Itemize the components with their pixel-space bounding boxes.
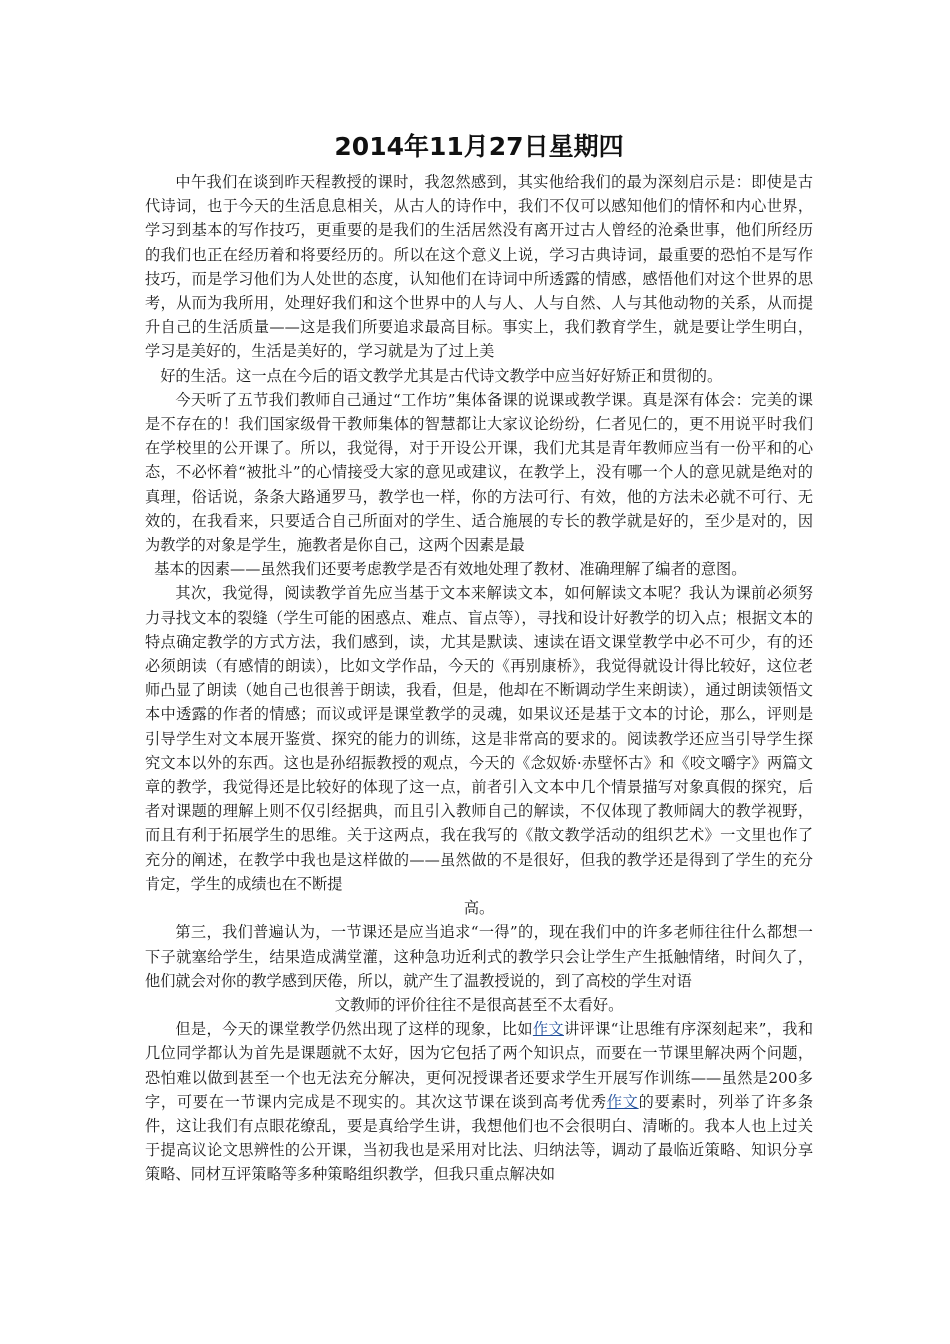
paragraph-3-body: 其次，我觉得，阅读教学首先应当基于文本来解读文本，如何解读文本呢？我认为课前必须努力寻找文本的裂缝（学生可能的困惑点、难点、盲点等），寻找和设计好教学的切入点；根据文本的特点确定教学的方式方法，我们感到，读，尤其是默读、速读在语文课堂教学中必不可少，有的还必须朗读（有感情的朗读），比如文学作品，今天的《再别康桥》，我觉得就设计得比较好，这位老师凸显了朗读（她自己也很善于朗读，我看，但是，他却在不断调动学生来朗读），通过朗读领悟文本中透露的作者的情感；而议或评是课堂教学的灵魂，如果议还是基于文本的讨论，那么，评则是引导学生对文本展开鉴赏、探究的能力的训练，这是非常高的要求的。阅读教学还应当引导学生探究文本以外的东西。这也是孙绍振教授的观点，今天的《念奴娇·赤壁怀古》和《咬文嚼字》两篇文章的教学，我觉得还是比较好的体现了这一点，前者引入文本中几个情景描写对象真假的探究，后者对课题的理解上则不仅引经据典，而且引入教师自己的解读，不仅体现了教师阔大的教学视野，而且有利于拓展学生的思维。关于这两点，我在我写的《散文教学活动的组织艺术》一文里也作了充分的阐述，在教学中我也是这样做的——虽然做的不是很好，但我的教学还是得到了学生的充分肯定，学生的成绩也在不断提 [145,584,813,893]
paragraph-4 [145,920,813,1017]
paragraph-5-part-1: 但是，今天的课堂教学仍然出现了这样的现象，比如 [175,1020,533,1039]
paragraph-2 [145,388,813,582]
paragraph-1-last-line: 好的生活。这一点在今后的语文教学尤其是古代诗文教学中应当好好矫正和贯彻的。 [160,366,723,385]
essay-link-2[interactable]: 作文 [606,1092,639,1111]
paragraph-5-part-2: 讲评课“让思维有序深刻起来”，我和几位同学都认为首先是课题就不太好，因为它包括了两个知识点，而要在一节课里解决两个问题，恐怕难以做到甚至一个也无法充分解决，更何况授课者还要求学生开展写作训练——虽然是200多字，可要在一节课内完成是不现实的。其次这节课在谈到高考优秀 [145,1020,814,1111]
paragraph-1-body: 中午我们在谈到昨天程教授的课时，我忽然感到，其实他给我们的最为深刻启示是：即使是古代诗词，也于今天的生活息息相关，从古人的诗作中，我们不仅可以感知他们的情怀和内心世界，学习到基本的写作技巧，更重要的是我们的生活居然没有离开过古人曾经的沧桑世事，他们所经历的我们也正在经历着和将要经历的。所以在这个意义上说，学习古典诗词，最重要的恐怕不是写作技巧，而是学习他们为人处世的态度，认知他们在诗词中所透露的情感，感悟他们对这个世界的思考，从而为我所用，处理好我们和这个世界中的人与人、人与自然、人与其他动物的关系，从而提升自己的生活质量——这是我们所要追求最高目标。事实上，我们教育学生，就是要让学生明白，学习是美好的，生活是美好的，学习就是为了过上美 [145,173,813,361]
paragraph-4-body: 第三，我们普遍认为，一节课还是应当追求“一得”的，现在我们中的许多老师往往什么都想一下子就塞给学生，结果造成满堂灌，这种急功近利式的教学只会让学生产生抵触情绪，时间久了，他们就会对你的教学感到厌倦，所以，就产生了温教授说的，到了高校的学生对语 [145,923,813,990]
paragraph-5-part-3: 的要素时，列举了许多条件，这让我们有点眼花缭乱，要是真给学生讲，我想他们也不会很明白、清晰的。我本人也上过关于提高议论文思辨性的公开课，当初我也是采用对比法、归纳法等，调动了最临近策略、知识分享策略、同材互评策略等多种策略组织教学，但我只重点解决如 [145,1092,814,1184]
paragraph-4-last-line: 文教师的评价往往不是很高甚至不太看好。 [334,995,624,1014]
page-title: 2014年11月27日星期四 [334,132,624,161]
paragraph-3-last-line: 高。 [463,899,495,918]
document-page [145,130,813,1187]
paragraph-1 [145,170,813,388]
paragraph-2-body: 今天听了五节我们教师自己通过“工作坊”集体备课的说课或教学课。真是深有体会：完美的课是不存在的！我们国家级骨干教师集体的智慧都让大家议论纷纷，仁者见仁的，更不用说平时我们在学校里的公开课了。所以，我觉得，对于开设公开课，我们尤其是青年教师应当有一份平和的心态，不必怀着“被批斗”的心情接受大家的意见或建议，在教学上，没有哪一个人的意见就是绝对的真理，俗话说，条条大路通罗马，教学也一样，你的方法可行、有效，他的方法未必就不可行、无效的，在我看来，只要适合自己所面对的学生、适合施展的专长的教学就是好的，至少是对的，因为教学的对象是学生，施教者是你自己，这两个因素是最 [145,390,813,555]
paragraph-5 [145,1017,813,1186]
essay-link-1[interactable]: 作文 [532,1020,564,1039]
paragraph-3 [145,581,813,920]
paragraph-2-last-line: 基本的因素——虽然我们还要考虑教学是否有效地处理了教材、准确理解了编者的意图。 [154,560,747,579]
